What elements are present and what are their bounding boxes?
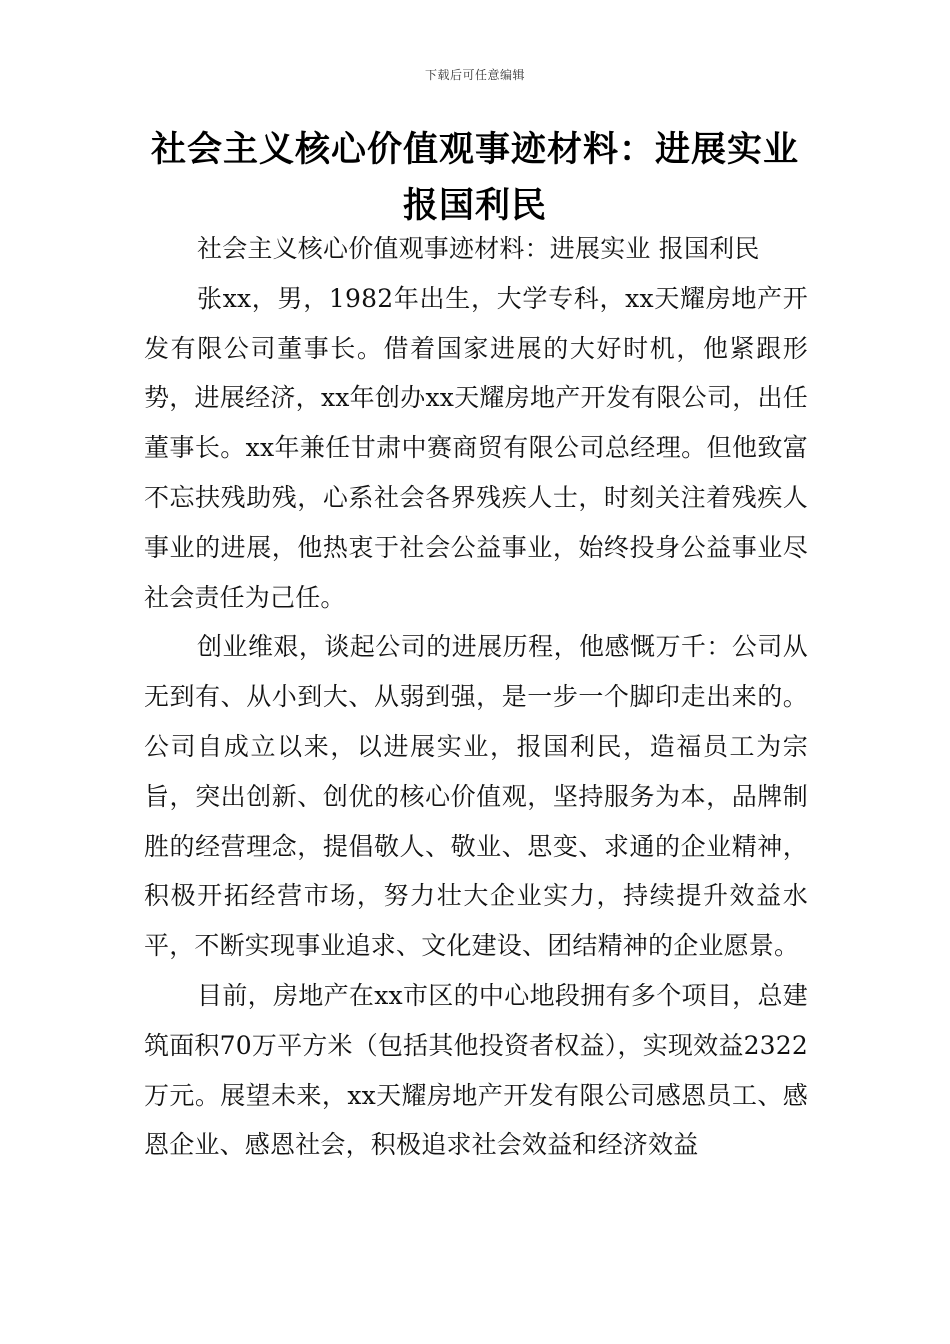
document-body: [144, 224, 808, 1170]
document-title: 社会主义核心价值观事迹材料：进展实业报国利民: [150, 130, 799, 226]
header-note: 下载后可任意编辑: [424, 68, 525, 82]
body-paragraph: 创业维艰，谈起公司的进展历程，他感慨万千：公司从无到有、从小到大、从弱到强，是一步一个脚印走出来的。公司自成立以来，以进展实业，报国利民，造福员工为宗旨，突出创新、创优的核心价值观，坚持服务为本，品牌制胜的经营理念，提倡敬人、敬业、思变、求通的企业精神，积极开拓经营市场，努力壮大企业实力，持续提升效益水平，不断实现事业追求、文化建设、团结精神的企业愿景。: [144, 632, 808, 961]
body-paragraph: 目前，房地产在xx市区的中心地段拥有多个项目，总建筑面积70万平方米（包括其他投资者权益），实现效益2322万元。展望未来，xx天耀房地产开发有限公司感恩员工、感恩企业、感恩社会，积极追求社会效益和经济效益: [144, 980, 808, 1160]
body-paragraph: 张xx，男，1982年出生，大学专科，xx天耀房地产开发有限公司董事长。借着国家进展的大好时机，他紧跟形势，进展经济，xx年创办xx天耀房地产开发有限公司，出任董事长。xx年兼任甘肃中赛商贸有限公司总经理。但他致富不忘扶残助残，心系社会各界残疾人士，时刻关注着残疾人事业的进展，他热衷于社会公益事业，始终投身公益事业尽社会责任为己任。: [144, 283, 808, 612]
subtitle-paragraph: 社会主义核心价值观事迹材料：进展实业 报国利民: [197, 234, 760, 263]
